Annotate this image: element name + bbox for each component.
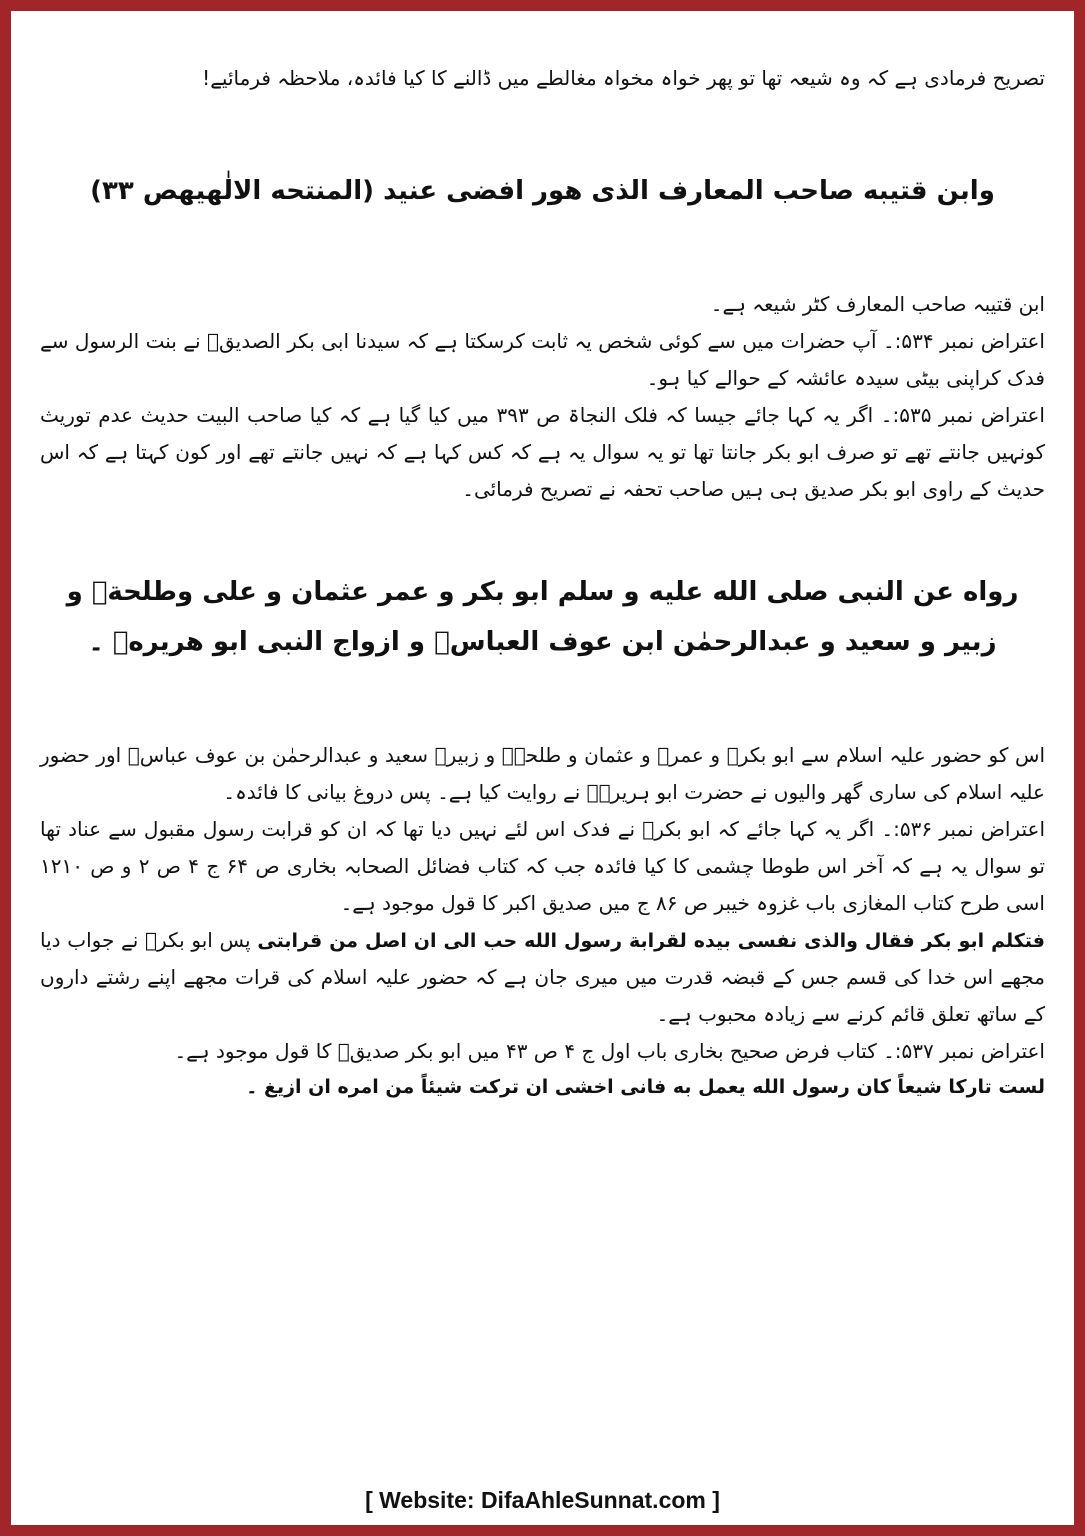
arabic-quote-narrators: رواه عن النبی صلی الله علیه و سلم ابو بکر و عمر عثمان و علی وطلحةؓ و زبیر و سعید و عبدالرحمٰن ابن عوف العباسؓ و ازواج النبی ابو هریرهؓ ۔ bbox=[66, 577, 1019, 657]
abu-bakr-quote-paragraph bbox=[40, 922, 1045, 1033]
document-page bbox=[40, 60, 1045, 1500]
objection-537: اعتراض نمبر ۵۳۷:۔ کتاب فرض صحیح بخاری باب اول ج ۴ ص ۴۳ میں ابو بکر صدیقؓ کا قول موجود ہے۔ bbox=[174, 1039, 1045, 1064]
objection-534: اعتراض نمبر ۵۳۴:۔ آپ حضرات میں سے کوئی شخص یہ ثابت کرسکتا ہے کہ سیدنا ابی بکر الصدیقؓ نے بنت الرسول سے فدک کراپنی بیٹی سیدہ عائشہ کے حوالے کیا ہو۔ bbox=[40, 329, 1045, 391]
intro-line: تصریح فرمادی ہے کہ وہ شیعہ تھا تو پھر خواہ مخواہ مغالطے میں ڈالنے کا کیا فائدہ، ملاحظہ فرمائیے! bbox=[202, 66, 1045, 90]
arabic-last-quote: لست تارکا شیعاً کان رسول الله یعمل به فانی اخشی ان ترکت شیئاً من امره ان ازیغ ۔ bbox=[246, 1076, 1045, 1099]
arabic-quote-ibn-qutayba: وابن قتیبه صاحب المعارف الذی هور افضی عنید (المنتحه الالٰهیهص ۳۳) bbox=[90, 176, 995, 206]
translation-abu-bakr: پس ابو بکرؓ نے جواب دیا مجھے اس خدا کی قسم جس کے قبضہ قدرت میں میری جان ہے کہ حضور علیہ اسلام کی قرات مجھے اپنے رشتے داروں کے ساتھ تعلق قائم کرنے سے زیادہ محبوب ہے۔ bbox=[40, 928, 1045, 1027]
narration-text: اس کو حضور علیہ اسلام سے ابو بکرؓ و عمرؓ و عثمان و طلحہؓ و زبیرؓ سعید و عبدالرحمٰن بن عوف عباسؓ اور حضور علیہ اسلام کی ساری گھر والیوں نے حضرت ابو ہریرہؓ نے روایت کیا ہے۔ پس دروغ بیانی کا فائدہ۔ bbox=[40, 743, 1045, 805]
objection-535: اعتراض نمبر ۵۳۵:۔ اگر یہ کہا جائے جیسا کہ فلک النجاۃ ص ۳۹۳ میں کیا گیا ہے کہ کیا صاحب البیت حدیث عدم توریث کونہیں جانتے تھے تو صرف ابو بکر جانتا تھا تو یہ سوال یہ ہے کہ کس کہا ہے کہ نہیں جانتے تھے اور کون کہتا ہے کہ اس حدیث کے راوی ابو بکر صدیق ہی ہیں صاحب تحفہ نے تصریح فرمائی۔ bbox=[40, 403, 1045, 502]
line-ibn-qutayba: ابن قتیبہ صاحب المعارف کٹر شیعہ ہے۔ bbox=[710, 292, 1045, 317]
objection-536: اعتراض نمبر ۵۳۶:۔ اگر یہ کہا جائے کہ ابو بکرؓ نے فدک اس لئے نہیں دیا تھا کہ ان کو قرابت رسول مقبول سے عناد تھا تو سوال یہ ہے کہ آخر اس طوطا چشمی کا کیا فائدہ جب کہ کتاب فضائل الصحابہ بخاری ص ۶۴ ج ۴ ص ۲ و ص ۱۲۱۰ اسی طرح کتاب المغازی باب غزوہ خیبر ص ۸۶ ج میں صدیق اکبر کا قول موجود ہے۔ bbox=[40, 817, 1046, 916]
arabic-fatakallam: فتکلم ابو بکر فقال والذی نفسی بیده لقرابة رسول الله حب الی ان اصل من قرابتی bbox=[257, 930, 1045, 953]
website-footer: [ Website: DifaAhleSunnat.com ] bbox=[365, 1487, 720, 1513]
